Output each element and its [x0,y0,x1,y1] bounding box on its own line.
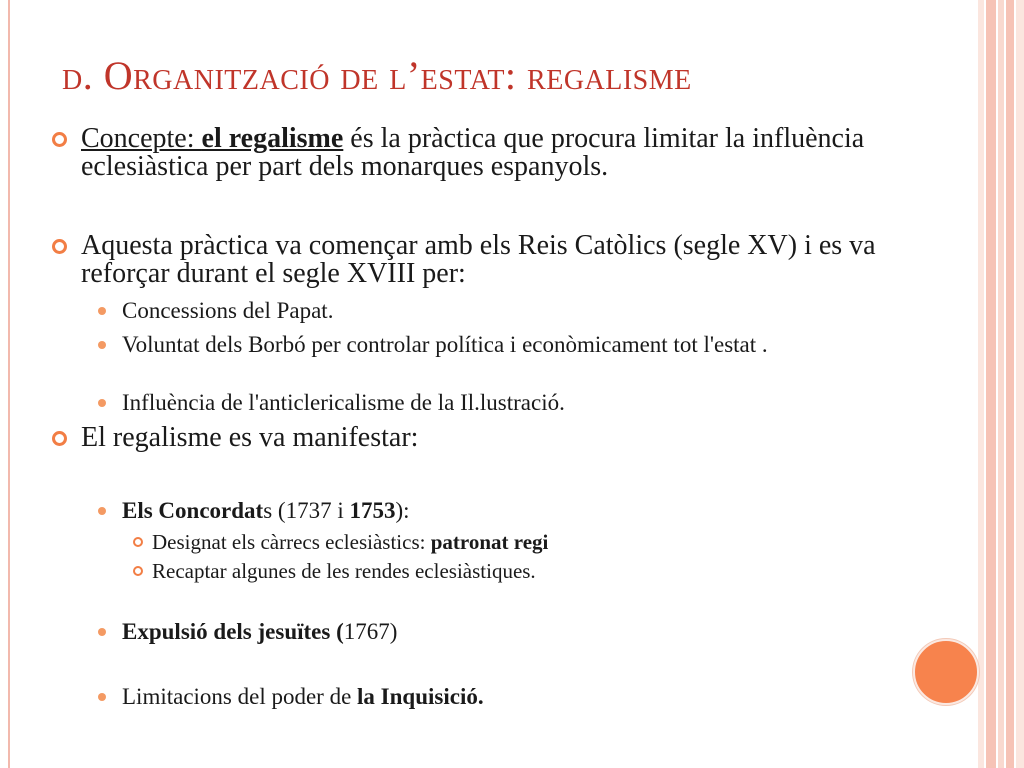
inquisicio-strong: la Inquisició. [357,684,484,709]
orange-dot-bullet-icon [98,693,106,701]
orange-dot-bullet-icon [98,507,106,515]
orange-ring-bullet-icon [52,239,67,254]
sub-bullet-influencia [122,390,922,415]
orange-dot-bullet-icon [98,399,106,407]
sub-bullet-concordats [122,498,922,523]
sub-sub-bullet-recaptar [152,559,912,583]
concordat-close: ): [395,498,410,523]
small-orange-ring-bullet-icon [133,566,143,576]
expulsio-strong: Expulsió dels jesuïtes ( [122,619,344,644]
sub-sub-bullet-designat [152,530,912,554]
slide-title: d. Organització de l’estat: regalisme [62,53,692,98]
manifestar-text: El regalisme es va manifestar: [81,422,419,453]
sub-bullet-expulsio [122,619,922,644]
orange-dot-bullet-icon [98,307,106,315]
regalisme-term: el regalisme [201,123,344,154]
bullet-aquesta-practica [81,232,961,288]
orange-dot-bullet-icon [98,341,106,349]
orange-ring-bullet-icon [52,132,67,147]
limitacions-text: Limitacions del poder de [122,684,358,709]
patronat-regi-strong: patronat regi [430,530,549,554]
orange-dot-bullet-icon [98,628,106,636]
concordat-text: s (1737 i [263,498,350,523]
concepte-text: és la pràctica que procura limitar la influència eclesiàstica per part dels monarques espanyols. [81,123,865,182]
concordat-strong: Els Concordat [122,498,264,523]
orange-ring-bullet-icon [52,431,67,446]
small-orange-ring-bullet-icon [133,537,143,547]
recaptar-text: Recaptar algunes de les rendes eclesiàstiques. [152,559,536,583]
designat-text: Designat els càrrecs eclesiàstics: [152,530,431,554]
sub-bullet-text: Concessions del Papat. [122,298,334,323]
sub-bullet-concessions [122,298,922,323]
expulsio-year: 1767) [343,619,398,644]
sub-bullet-text: Influència de l'anticlericalisme de la Il.lustració. [122,390,565,415]
sub-bullet-text: Voluntat dels Borbó per controlar política i econòmicament tot l'estat . [122,332,768,357]
sub-bullet-voluntat [122,332,922,357]
aquesta-practica-text: Aquesta pràctica va començar amb els Reis Catòlics (segle XV) i es va reforçar durant el segle XVIII per: [81,230,876,289]
sub-bullet-limitacions [122,684,922,709]
year-1753: 1753 [349,498,396,523]
concepte-label: Concepte: [81,123,202,154]
bullet-concepte [81,125,961,181]
bullet-manifestar [81,424,961,452]
